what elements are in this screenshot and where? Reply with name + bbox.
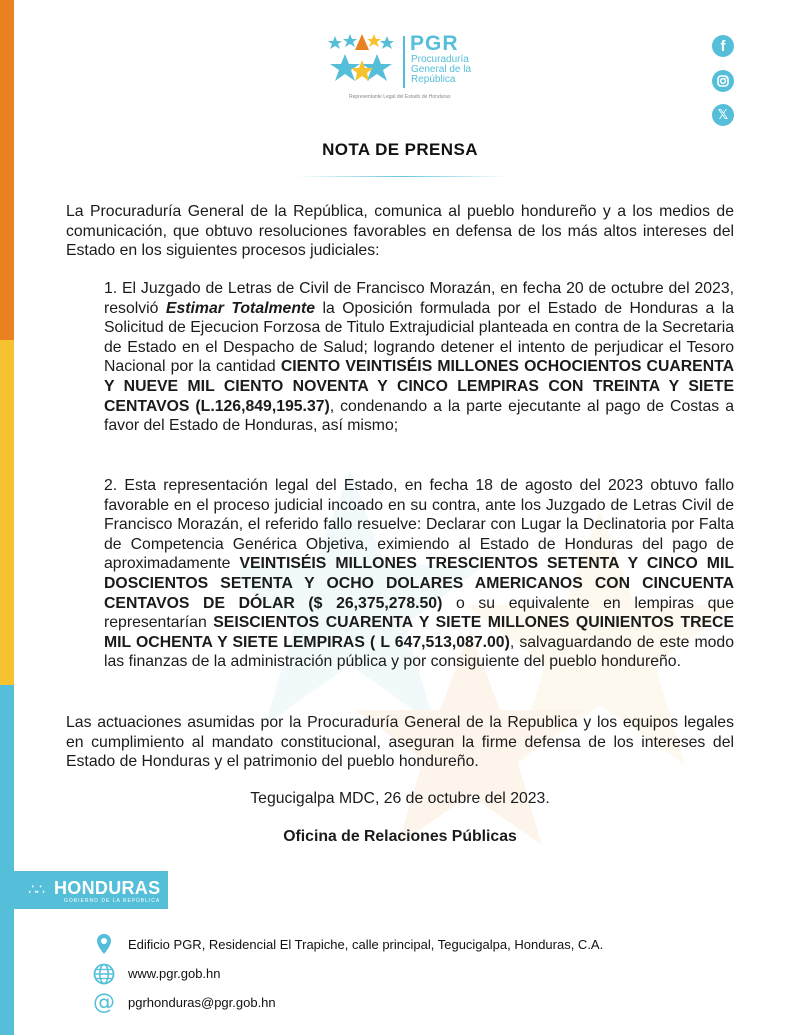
pgr-logo: [325, 30, 485, 102]
item-2-amount-lempiras: SEISCIENTOS CUARENTA Y SIETE MILLONES QUINIENTOS TRECE MIL OCHENTA Y SIETE LEMPIRAS ( L 647,513,087.00): [104, 614, 734, 651]
logo-acronym: PGR: [410, 32, 459, 55]
date-line: Tegucigalpa MDC, 26 de octubre del 2023.: [250, 790, 550, 807]
office-signature: Oficina de Relaciones Públicas: [283, 828, 517, 845]
item-1-text-2: la Oposición formulada por el Estado de Honduras a la Solicitud de Ejecucion Forzosa de Titulo Extrajudicial planteada en contra de la Secretaria de Estado en el Despacho de Salud; logrando detener el intento de perjudicar el Tesoro Nacional por la cantidad: [104, 299, 735, 376]
logo-full-name: Procuraduría General de la República: [411, 54, 472, 85]
svg-text:@: @: [93, 990, 115, 1014]
address-text: Edificio PGR, Residencial El Trapiche, calle principal, Tegucigalpa, Honduras, C.A.: [128, 937, 604, 952]
item-1-text-1: 1. El Juzgado de Letras de Civil de Francisco Morazán, en fecha 20 de octubre del 2023, resolvió: [104, 280, 734, 317]
item-2-text-1: 2. Esta representación legal del Estado, en fecha 18 de agosto del 2023 obtuvo fallo favorable en el proceso judicial incoado en su contra, ante los Juzgado de Letras Civil de Francisco Morazán, el referido fallo resuelve: Declarar con Lugar la Declinatoria por Falta de Competencia Genérica Objetiva, eximiendo al Estado de Honduras del pago de aproximadamente: [104, 477, 734, 573]
location-pin-icon: [92, 932, 116, 956]
email-link[interactable]: pgrhonduras@pgr.gob.hn: [128, 995, 276, 1010]
item-1-amount: CIENTO VEINTISÉIS MILLONES OCHOCIENTOS CUARENTA Y NUEVE MIL CIENTO NOVENTA Y CINCO LEMPIRAS CON TREINTA Y SIETE CENTAVOS (L.126,849,195.37): [104, 358, 734, 415]
item-2-text-2: o su equivalente en lempiras que representarían: [104, 594, 734, 632]
side-band-yellow: [0, 340, 14, 685]
item-1-paragraph: [104, 279, 734, 436]
item-1-text-3: , condenando a la parte ejecutante al pago de Costas a favor del Estado de Honduras, así mismo;: [104, 397, 734, 435]
item-2-text-3: , salvaguardando de este modo las finanzas de la administración pública y por consiguiente del pueblo hondureño.: [104, 633, 734, 671]
closing-paragraph: Las actuaciones asumidas por la Procuraduría General de la Republica y los equipos legales en cumplimiento al mandato constitucional, aseguran la firme defensa de los intereses del Estado de Honduras y el patrimonio del pueblo hondureño.: [66, 714, 734, 771]
page-title: NOTA DE PRENSA: [322, 140, 478, 159]
honduras-name: HONDURAS: [54, 878, 161, 898]
intro-paragraph: La Procuraduría General de la República, comunica al pueblo hondureño y a los medios de comunicación, que obtuvo resoluciones favorables en defensa de los más altos intereses del Estado en los siguientes procesos judiciales:: [66, 203, 734, 260]
side-band-orange: [0, 0, 14, 340]
website-link[interactable]: www.pgr.gob.hn: [128, 966, 221, 981]
item-2-paragraph: [104, 476, 734, 672]
honduras-dots-icon: ∴∴: [28, 881, 44, 897]
item-1-emphasis: Estimar Totalmente: [165, 299, 316, 317]
logo-stars-icon: [325, 30, 399, 92]
globe-icon: [92, 962, 116, 986]
item-2-amount-usd: VEINTISÉIS MILLONES TRESCIENTOS SETENTA Y CINCO MIL DOSCIENTOS SETENTA Y OCHO DOLARES AMERICANOS CON CINCUENTA CENTAVOS DE DÓLAR ($ 26,375,278.50): [104, 555, 734, 612]
at-sign-icon: [92, 990, 116, 1014]
x-icon[interactable]: 𝕏: [712, 104, 734, 126]
side-band-blue: [0, 685, 14, 1035]
honduras-badge: [14, 871, 168, 909]
honduras-subtitle: GOBIERNO DE LA REPÚBLICA: [64, 898, 161, 904]
instagram-icon[interactable]: [712, 70, 734, 92]
logo-divider: [403, 36, 405, 88]
facebook-icon[interactable]: f: [712, 35, 734, 57]
logo-tagline: Representante Legal del Estado de Honduras: [349, 94, 451, 100]
title-underline: [296, 176, 508, 177]
